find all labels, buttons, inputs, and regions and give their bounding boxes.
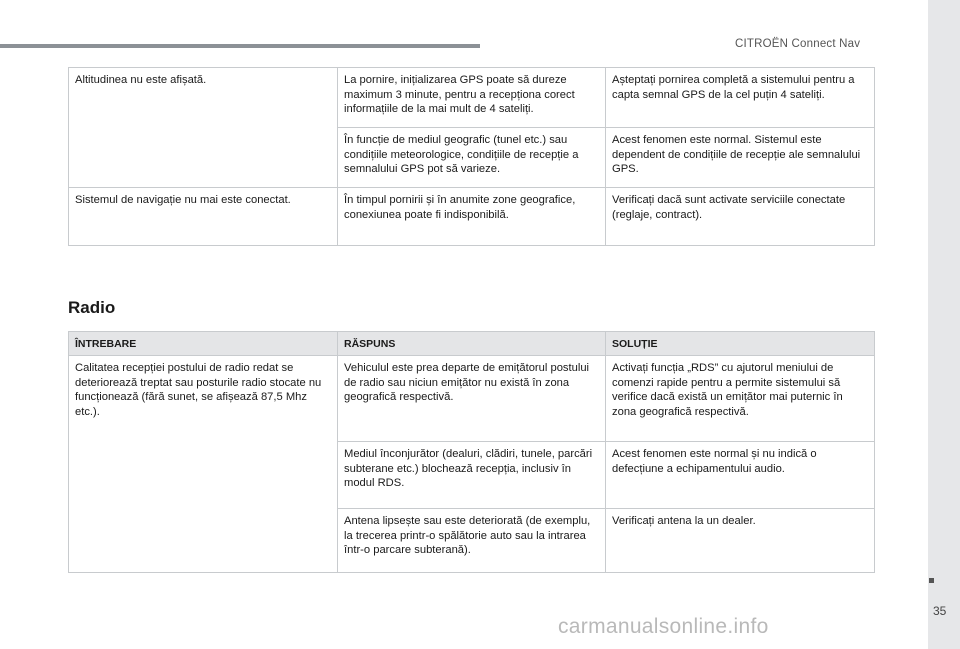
question-cell: Calitatea recepției postului de radio redat se deteriorează treptat sau posturile radio stocate nu funcționează (fără sunet, se afișează 87,5 Mhz etc.). — [69, 356, 338, 573]
answer-cell: În funcție de mediul geografic (tunel etc.) sau condițiile meteorologice, condițiile de recepție a semnalului GPS pot să varieze. — [338, 128, 606, 188]
table-header-row — [69, 332, 875, 356]
page-number: 35 — [933, 604, 947, 618]
answer-cell: La pornire, inițializarea GPS poate să dureze maximum 3 minute, pentru a recepționa corect informațiile de la mai mult de 4 sateliți. — [338, 68, 606, 128]
answer-cell: În timpul pornirii și în anumite zone geografice, conexiunea poate fi indisponibilă. — [338, 188, 606, 246]
solution-cell: Așteptați pornirea completă a sistemului pentru a capta semnal GPS de la cel puțin 4 sateliți. — [606, 68, 875, 128]
watermark-text[interactable]: carmanualsonline.info — [558, 615, 769, 638]
question-cell: Altitudinea nu este afișată. — [69, 68, 338, 188]
solution-cell: Acest fenomen este normal. Sistemul este dependent de condițiile de recepție ale semnalului GPS. — [606, 128, 875, 188]
solution-cell: Verificați antena la un dealer. — [606, 509, 875, 573]
question-cell: Sistemul de navigație nu mai este conectat. — [69, 188, 338, 246]
answer-cell: Mediul înconjurător (dealuri, clădiri, tunele, parcări subterane etc.) blochează recepția, inclusiv în modul RDS. — [338, 442, 606, 509]
answer-cell: Vehiculul este prea departe de emițătorul postului de radio sau niciun emițător nu există în zona geografică respectivă. — [338, 356, 606, 442]
column-header-solution: SOLUȚIE — [606, 332, 875, 356]
gps-faq-table — [68, 67, 875, 246]
section-title-radio: Radio — [68, 298, 116, 317]
solution-cell: Verificați dacă sunt activate serviciile conectate (reglaje, contract). — [606, 188, 875, 246]
table-row — [69, 188, 875, 246]
table-row — [69, 356, 875, 442]
table-row — [69, 68, 875, 128]
column-header-question: ÎNTREBARE — [69, 332, 338, 356]
page-sidebar — [928, 0, 960, 649]
header-title: CITROËN Connect Nav — [735, 38, 861, 50]
header-accent-bar — [0, 44, 480, 48]
solution-cell: Acest fenomen este normal și nu indică o defecțiune a echipamentului audio. — [606, 442, 875, 509]
column-header-answer: RĂSPUNS — [338, 332, 606, 356]
solution-cell: Activați funcția „RDS” cu ajutorul meniului de comenzi rapide pentru a permite sistemului să verifice dacă există un emițător mai puternic în zona geografică respectivă. — [606, 356, 875, 442]
radio-faq-table — [68, 331, 875, 573]
page-marker — [929, 578, 934, 583]
answer-cell: Antena lipsește sau este deteriorată (de exemplu, la trecerea printr-o spălătorie auto sau la intrarea într-o parcare subterană). — [338, 509, 606, 573]
